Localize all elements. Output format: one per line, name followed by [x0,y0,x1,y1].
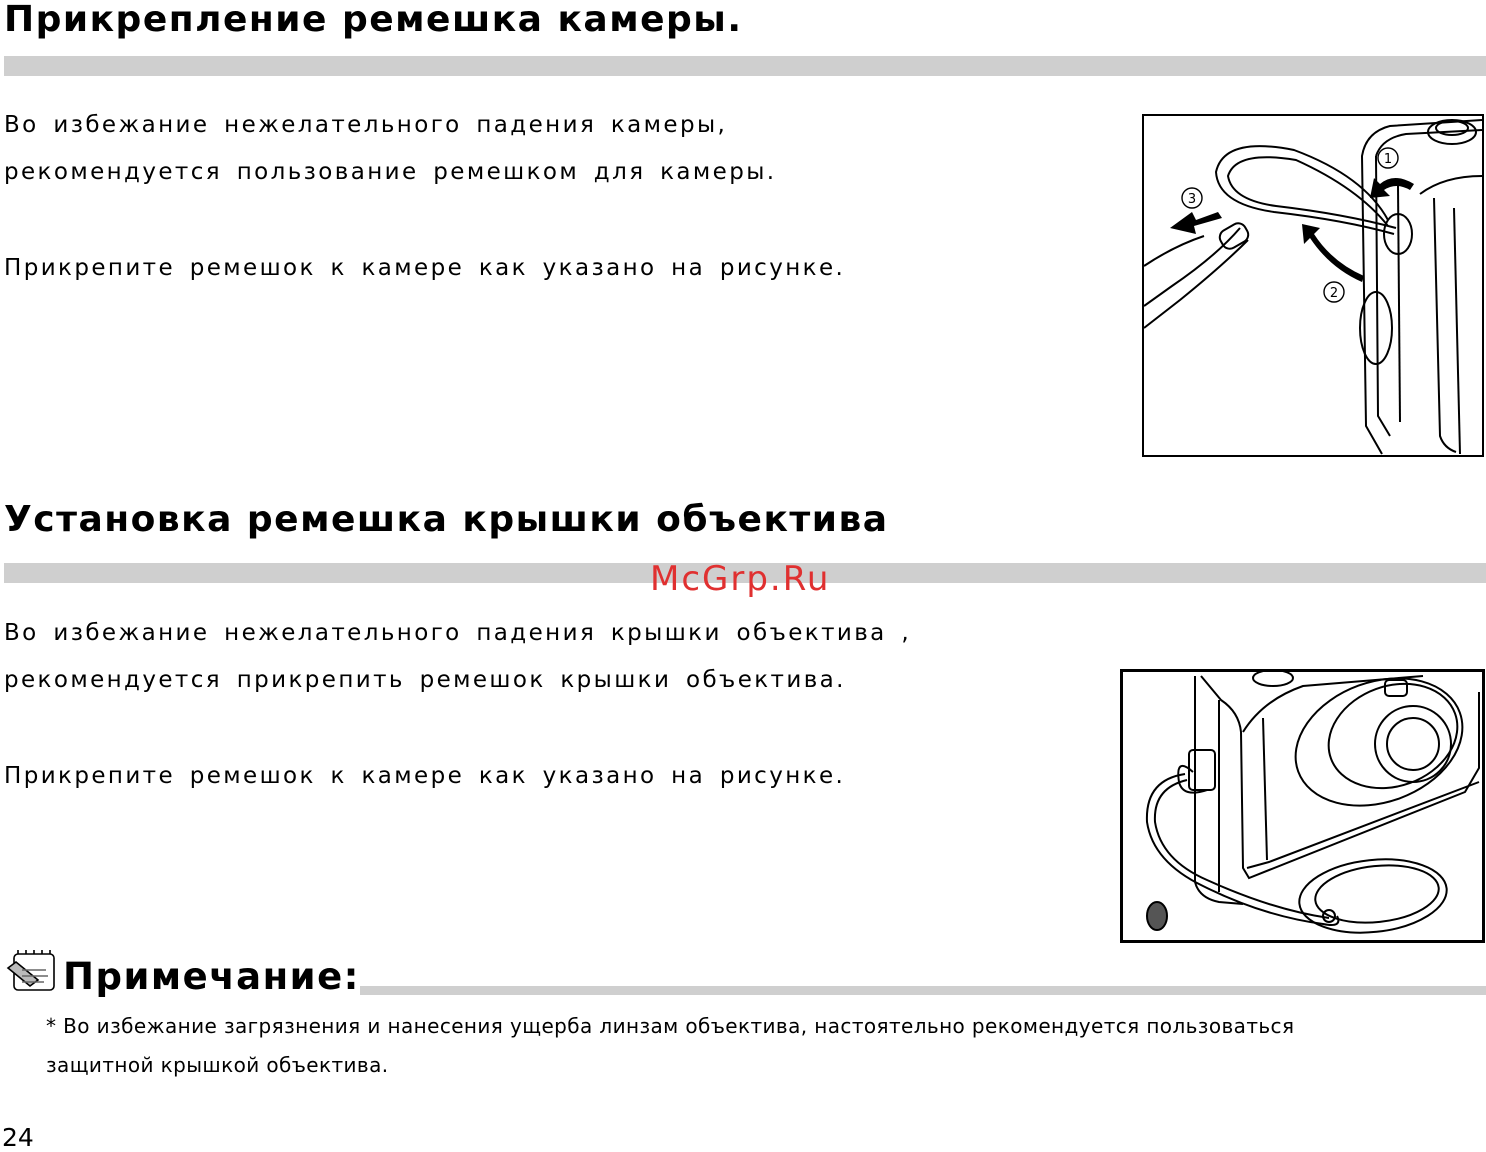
section2-line-1: Во избежание нежелательного падения крышки объектива , [4,620,912,646]
step-3-label: 3 [1187,192,1197,207]
section1-line-1: Во избежание нежелательного падения камеры, [4,112,728,138]
watermark: McGrp.Ru [650,559,831,599]
lens-cap-strap-illustration [1123,672,1482,940]
camera-strap-figure [1142,114,1484,457]
note-pad-pencil-icon [4,946,58,994]
note-rule [360,986,1486,995]
section1-line-2: рекомендуется пользование ремешком для камеры. [4,159,777,185]
note-line-2: защитной крышкой объектива. [46,1053,389,1077]
section1-line-3: Прикрепите ремешок к камере как указано на рисунке. [4,255,846,281]
step-2-label: 2 [1329,286,1339,301]
section-title-lens-cap-strap: Установка ремешка крышки объектива [4,499,889,540]
section-rule [4,56,1486,76]
camera-strap-illustration [1144,116,1482,455]
section2-line-3: Прикрепите ремешок к камере как указано на рисунке. [4,763,846,789]
page-number: 24 [2,1123,34,1152]
step-1-label: 1 [1383,152,1393,167]
lens-cap-strap-figure [1120,669,1485,943]
section2-line-2: рекомендуется прикрепить ремешок крышки объектива. [4,667,846,693]
note-line-1: * Во избежание загрязнения и нанесения ущерба линзам объектива, настоятельно рекомендуется пользоваться [46,1014,1295,1038]
note-title: Примечание: [63,955,360,998]
section-title-camera-strap: Прикрепление ремешка камеры. [4,0,743,40]
